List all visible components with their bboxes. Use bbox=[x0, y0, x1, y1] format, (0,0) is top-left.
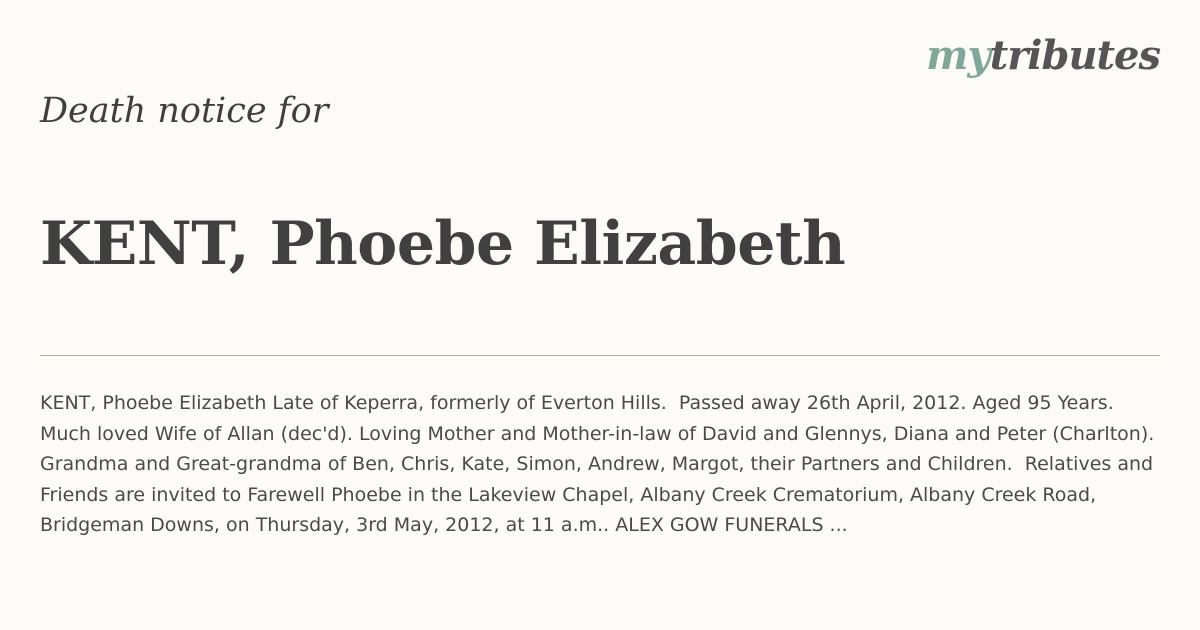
deceased-name: KENT, Phoebe Elizabeth bbox=[40, 209, 846, 279]
notice-body-text: KENT, Phoebe Elizabeth Late of Keperra, formerly of Everton Hills. Passed away 26th April, 2012. Aged 95 Years. Much loved Wife of Allan (dec'd). Loving Mother and Mother-in-law of David and Glennys, Diana and Peter (Charlton). Grandma and Great-grandma of Ben, Chris, Kate, Simon, Andrew, Margot, their Partners and Children. Relatives and Friends are invited to Farewell Phoebe in the Lakeview Chapel, Albany Creek Crematorium, Albany Creek Road, Bridgeman Downs, on Thursday, 3rd May, 2012, at 11 a.m.. ALEX GOW FUNERALS ... bbox=[40, 392, 1161, 536]
logo-tributes-text: tributes bbox=[989, 32, 1160, 79]
page-subtitle: Death notice for bbox=[40, 91, 329, 131]
mytributes-logo[interactable] bbox=[926, 32, 1160, 79]
logo-my-text: my bbox=[926, 32, 990, 79]
section-divider bbox=[40, 355, 1160, 356]
